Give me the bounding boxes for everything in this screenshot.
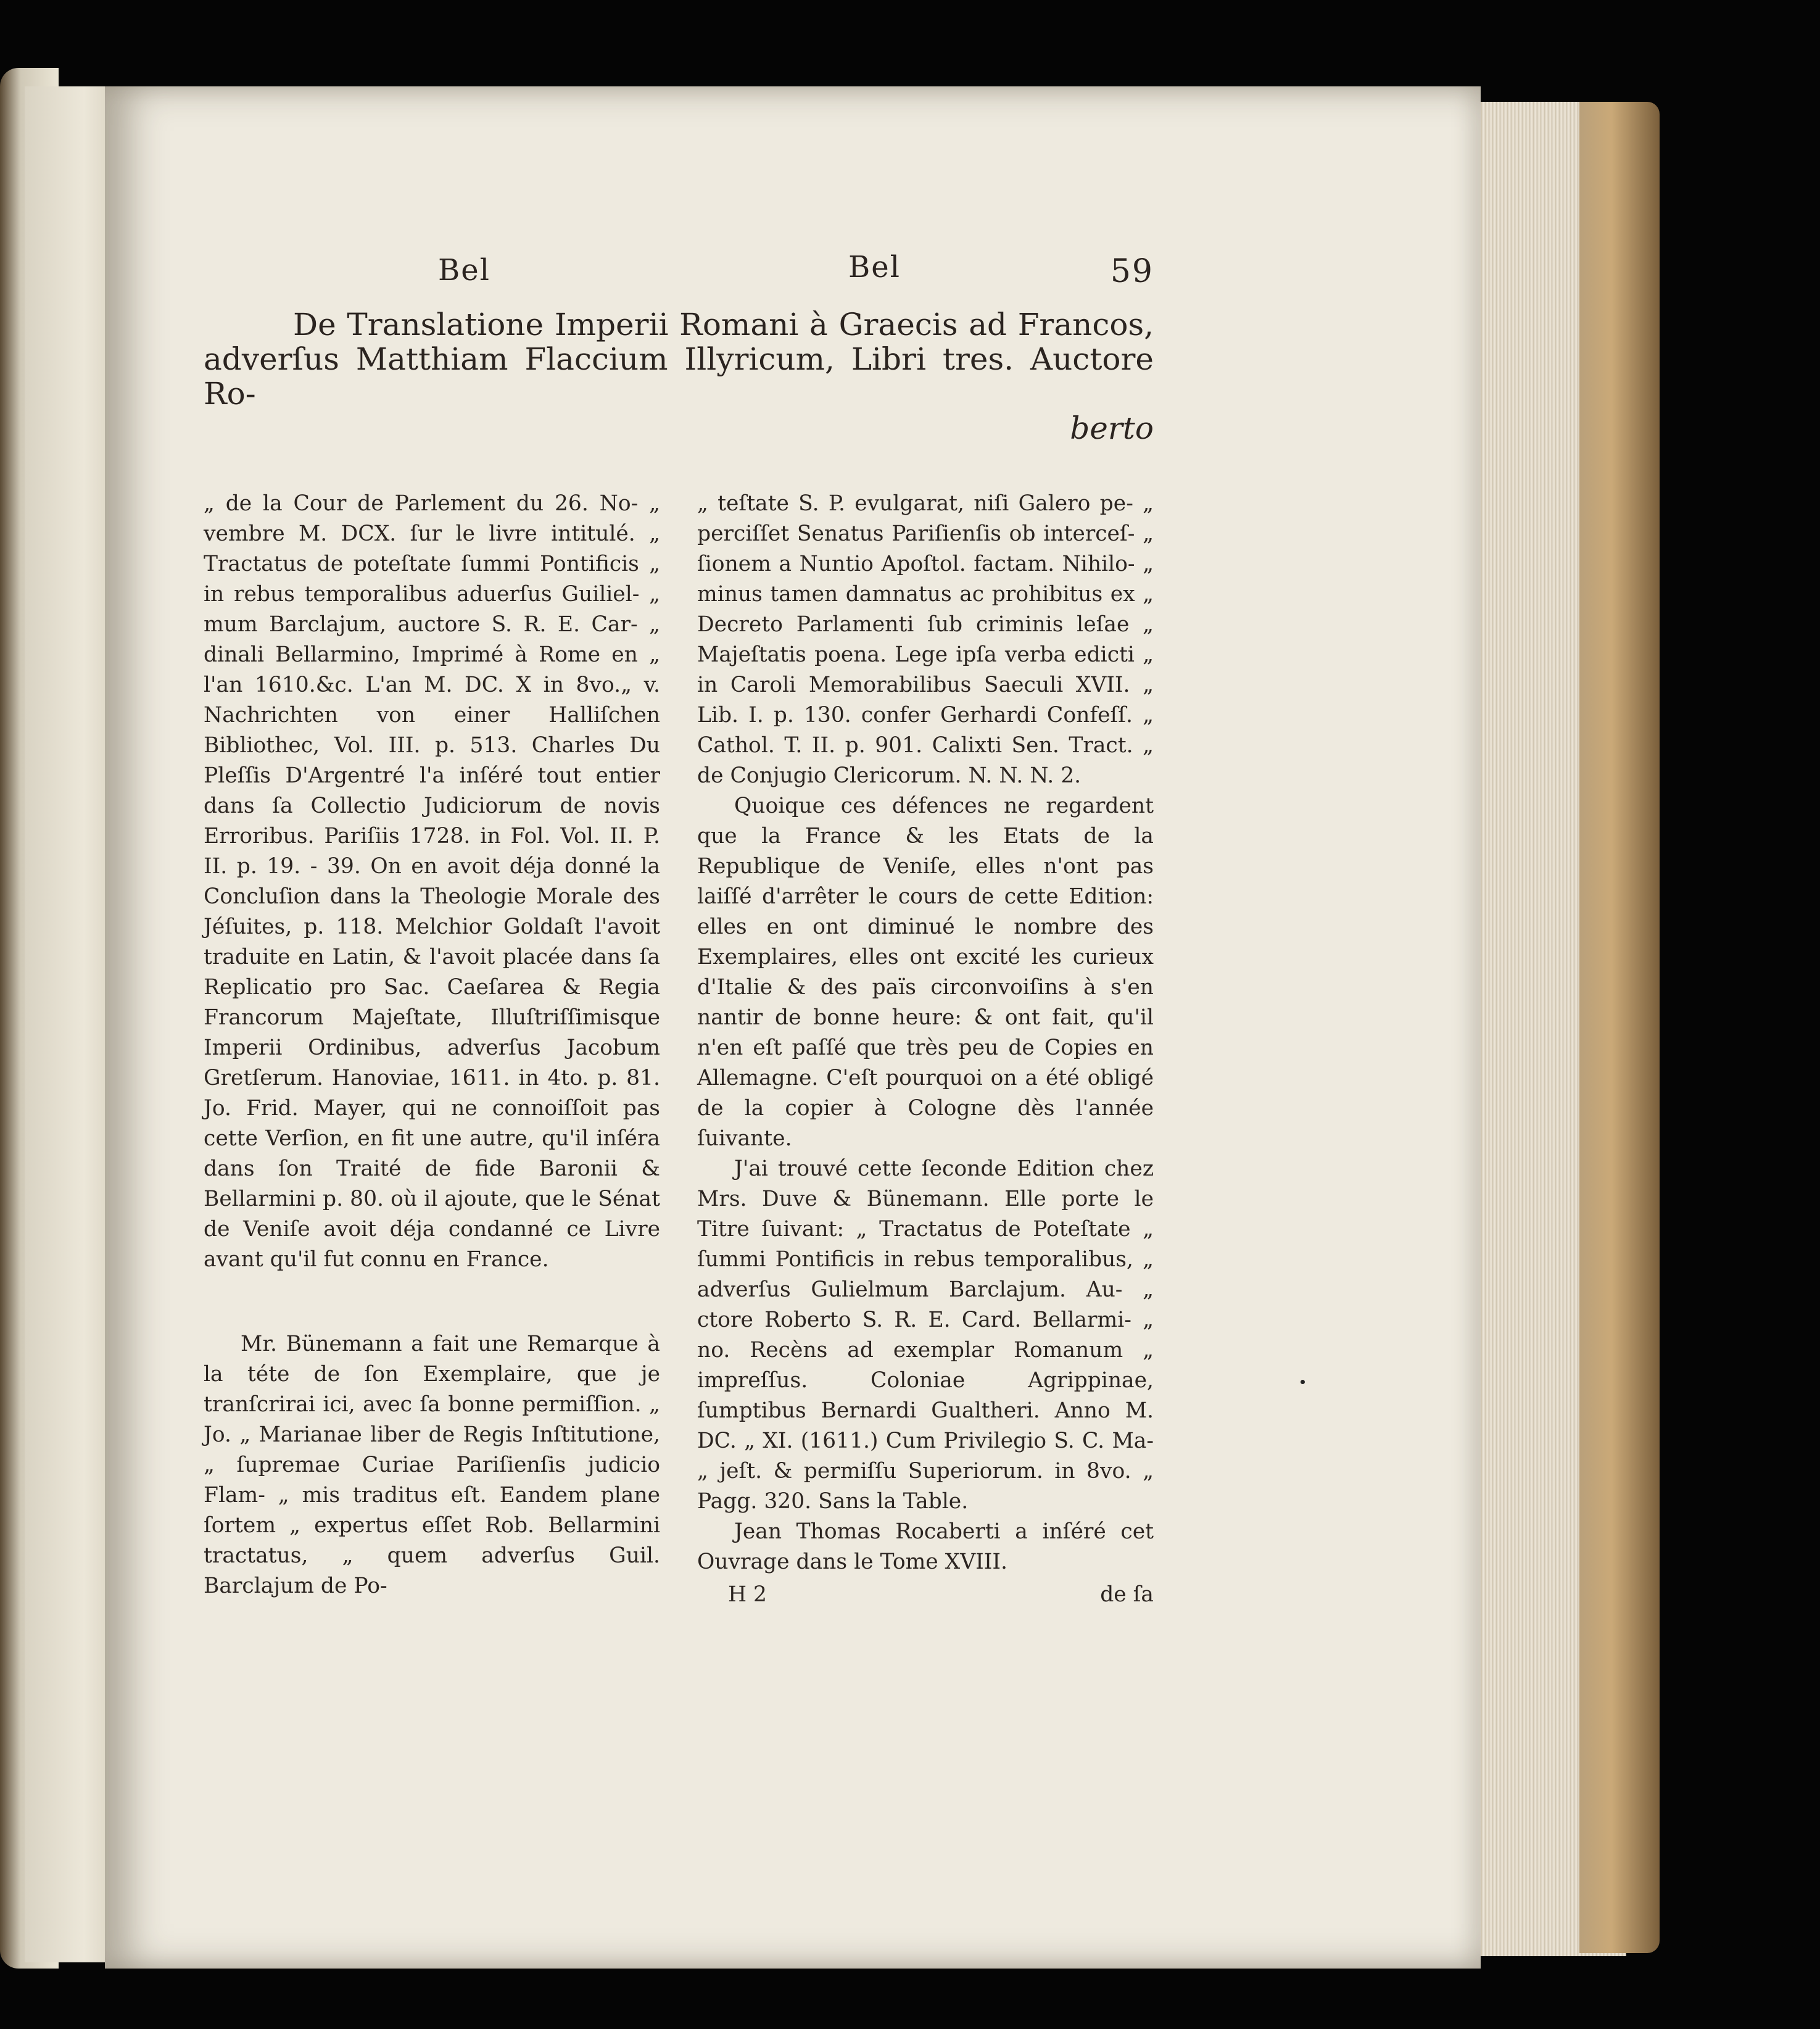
right-paragraph-4: Jean Thomas Rocaberti a inſéré cet Ouvrage dans le Tome XVIII. — [697, 1519, 1154, 1574]
running-head-left: Bel — [438, 253, 491, 288]
page-footer — [697, 1580, 1154, 1610]
left-paragraph-2: Mr. Bünemann a fait une Remarque à la téte de ſon Exemplaire, que je tranſcrirai ici, avec ſa bonne permiſſion. „ Jo. „ Marianae liber de Regis Inſtitutione, „ ſupremae Curiae Pariſienſis judicio Flam- „ mis traditus eſt. Eandem plane ſortem „ expertus eſſet Rob. Bellarmini tractatus, „ quem adverſus Guil. Barclajum de Po- — [204, 1332, 660, 1598]
left-paragraph-1: „ de la Cour de Parlement du 26. No- „ vembre M. DCX. ſur le livre intitulé. „ Tractatus de poteſtate ſummi Pontificis „ in rebus temporalibus aduerſus Guiliel- „ mum Barclajum, auctore S. R. E. Car- „ dinali Bellarmino, Imprimé à Rome en „ l'an 1610.&c. L'an M. DC. X in 8vo.„ v. Nachrichten von einer Halliſchen Bibliothec, Vol. III. p. 513. Charles Du Pleſſis D'Argentré l'a inſéré tout entier dans ſa Collectio Judiciorum de novis Erroribus. Pariſiis 1728. in Fol. Vol. II. P. II. p. 19. - 39. On en avoit déja donné la Concluſion dans la Theologie Morale des Jéſuites, p. 118. Melchior Goldaſt l'avoit traduite en Latin, & l'avoit placée dans ſa Replicatio pro Sac. Caeſarea & Regia Francorum Majeſtate, Illuſtriſſimisque Imperii Ordinibus, adverſus Jacobum Gretſerum. Hanoviae, 1611. in 4to. p. 81. Jo. Frid. Mayer, qui ne connoiſſoit pas cette Verſion, en fit une autre, qu'il inſéra dans ſon Traité de fide Baronii & Bellarmini p. 80. où il ajoute, que le Sénat de Veniſe avoit déja condanné ce Livre avant qu'il fut connu en France. — [204, 491, 660, 1272]
book-cover — [1579, 102, 1660, 1953]
entry-title — [204, 307, 1154, 411]
running-head — [204, 247, 1154, 296]
text-columns — [204, 489, 1154, 1610]
signature-mark: H 2 — [728, 1582, 767, 1607]
page-content — [204, 247, 1154, 1610]
entry-title-last-line: berto — [1070, 410, 1154, 446]
entry-title-text: De Translatione Imperii Romani à Graecis ad Francos, adverſus Matthiam Flaccium Illyricum, Libri tres. Auctore Ro- — [204, 307, 1154, 412]
catchword: de ſa — [1100, 1582, 1154, 1607]
ink-dot — [1301, 1380, 1305, 1384]
right-column — [697, 489, 1154, 1610]
right-paragraph-3: J'ai trouvé cette ſeconde Edition chez Mrs. Duve & Bünemann. Elle porte le Titre ſuivant: „ Tractatus de Poteſtate „ ſummi Pontificis in rebus temporalibus, „ adverſus Gulielmum Barclajum. Au- „ ctore Roberto S. R. E. Card. Bellarmi- „ no. Recèns ad exemplar Romanum „ impreſſus. Coloniae Agrippinae, ſumptibus Bernardi Gualtheri. Anno M. DC. „ XI. (1611.) Cum Privilegio S. C. Ma- „ jeſt. & permiſſu Superiorum. in 8vo. „ Pagg. 320. Sans la Table. — [697, 1156, 1154, 1514]
running-head-center: Bel — [848, 250, 901, 284]
page-number: 59 — [1110, 253, 1154, 290]
left-column — [204, 489, 660, 1610]
right-paragraph-2: Quoique ces défences ne regardent que la France & les Etats de la Republique de Veniſe, elles n'ont pas laiſſé d'arrêter le cours de cette Edition: elles en ont diminué le nombre des Exemplaires, elles ont excité les curieux d'Italie & des païs circonvoiſins à s'en nantir de bonne heure: & ont fait, qu'il n'en eſt paſſé que très peu de Copies en Allemagne. C'eſt pourquoi on a été obligé de la copier à Cologne dès l'année ſuivante. — [697, 794, 1154, 1151]
right-paragraph-1: „ teſtate S. P. evulgarat, niſi Galero pe- „ perciſſet Senatus Pariſienſis ob interceſ- „ ſionem a Nuntio Apoſtol. factam. Nihilo- „ minus tamen damnatus ac prohibitus ex „ Decreto Parlamenti ſub criminis leſae „ Majeſtatis poena. Lege ipſa verba edicti „ in Caroli Memorabilibus Saeculi XVII. „ Lib. I. p. 130. confer Gerhardi Confeſſ. „ Cathol. T. II. p. 901. Calixti Sen. Tract. „ de Conjugio Clericorum. N. N. N. 2. — [697, 491, 1154, 788]
